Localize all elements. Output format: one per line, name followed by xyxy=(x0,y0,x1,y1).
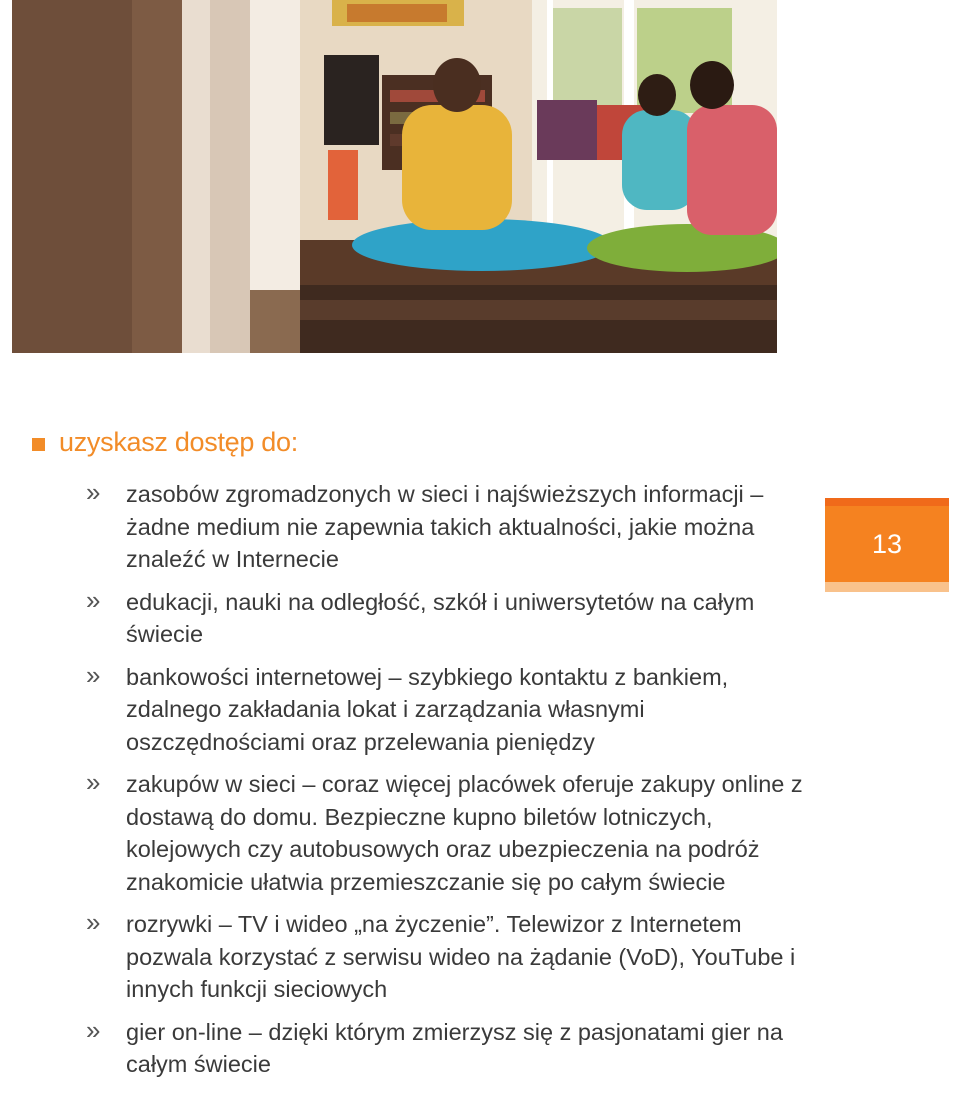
list-item xyxy=(86,768,816,898)
list-item-text: rozrywki – TV i wideo „na życzenie”. Telewizor z Internetem pozwala korzystać z serwisu wideo na żądanie (VoD), YouTube i innych funkcji sieciowych xyxy=(126,911,796,1002)
double-chevron-icon: » xyxy=(86,584,98,615)
list-item-text: bankowości internetowej – szybkiego kontaktu z bankiem, zdalnego zakładania lokat i zarządzania własnymi oszczędnościami oraz przelewania pieniędzy xyxy=(126,663,729,755)
list-item xyxy=(86,586,816,651)
double-chevron-icon: » xyxy=(86,659,98,690)
page-number: 13 xyxy=(871,528,903,559)
double-chevron-icon: » xyxy=(86,1014,98,1045)
heading-bullet-square xyxy=(32,438,45,451)
double-chevron-icon: » xyxy=(86,767,98,797)
list-item-text: gier on-line – dzięki którym zmierzysz się z pasjonatami gier na całym świecie xyxy=(126,1018,783,1077)
list-item xyxy=(86,1016,816,1081)
double-chevron-icon: » xyxy=(86,477,98,507)
page-number-tab xyxy=(825,498,949,594)
hero-photo-illustration xyxy=(12,0,777,353)
double-chevron-icon: » xyxy=(86,907,98,937)
hero-photo xyxy=(12,0,777,353)
section-heading-text: uzyskasz dostęp do: xyxy=(59,426,298,457)
list-item-text: zakupów w sieci – coraz więcej placówek oferuje zakupy online z dostawą do domu. Bezpieczne kupno biletów lotniczych, kolejowych czy autobusowych oraz ubezpieczenia na podróż znakomicie ułatwia przemieszczanie się po całym świecie xyxy=(126,771,803,895)
page-tab-top-stripe xyxy=(825,498,949,506)
list-item-text: zasobów zgromadzonych w sieci i najświeższych informacji – żadne medium nie zapewnia takich aktualności, jakie można znaleźć w Internecie xyxy=(126,481,764,572)
page-tab-body xyxy=(825,506,949,582)
list-item xyxy=(86,478,816,576)
access-list xyxy=(86,478,816,1091)
section-heading xyxy=(32,422,298,462)
page-tab-bottom-stripe xyxy=(825,582,949,592)
list-item xyxy=(86,661,816,759)
list-item-text: edukacji, nauki na odległość, szkół i uniwersytetów na całym świecie xyxy=(126,588,755,647)
list-item xyxy=(86,908,816,1006)
